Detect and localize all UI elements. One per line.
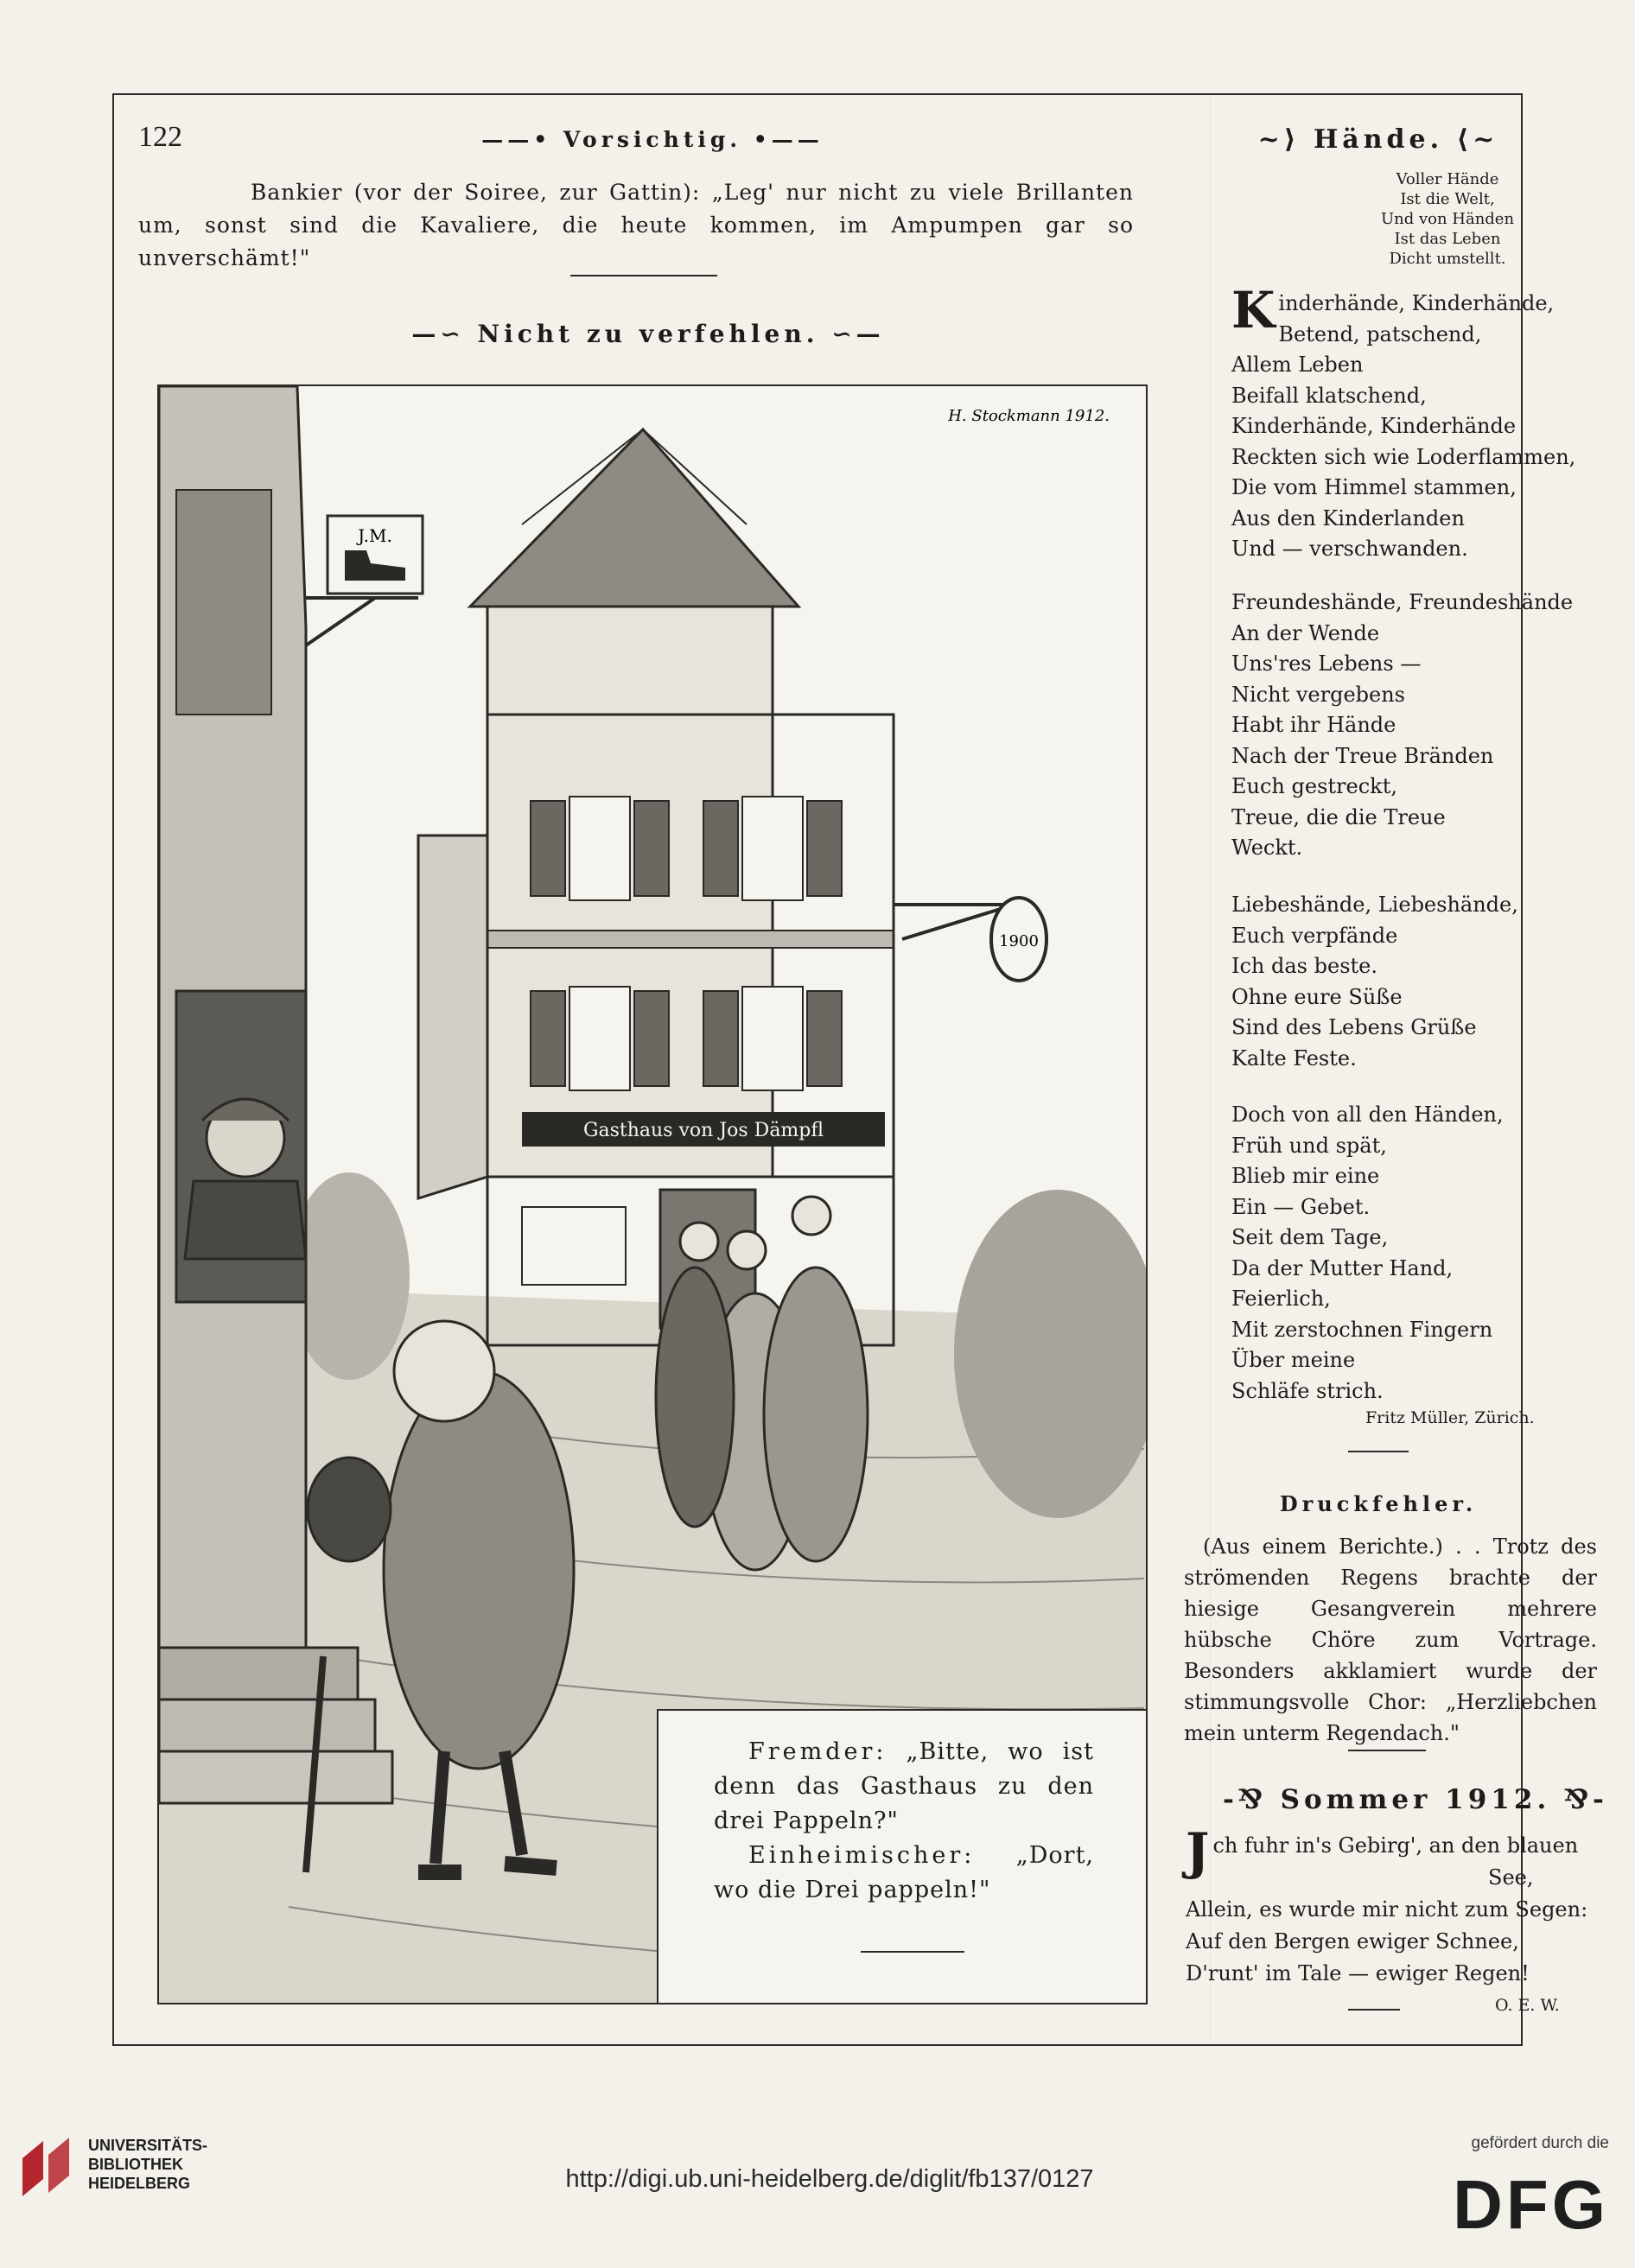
haende-author: Fritz Müller, Zürich. (1365, 1408, 1535, 1427)
poem-line: Kalte Feste. (1231, 1045, 1357, 1070)
poem-line: Treue, die die Treue (1231, 804, 1446, 829)
poem-line: Nicht vergebens (1231, 682, 1405, 707)
vorsichtig-rule (570, 275, 717, 276)
library-name-line: BIBLIOTHEK (88, 2156, 183, 2173)
poem-line: Euch gestreckt, (1231, 774, 1397, 798)
poem-line: Schläfe strich. (1231, 1378, 1384, 1403)
caption-speaker-1: Fremder: (748, 1738, 887, 1765)
poem-line: Mit zerstochnen Fingern (1231, 1317, 1493, 1342)
haende-stanza-2 (1231, 588, 1573, 864)
haende-motto (1374, 169, 1521, 269)
poem-line: Betend, patschend, (1278, 321, 1482, 346)
page-number: 122 (138, 121, 182, 153)
poem-line: Seit dem Tage, (1231, 1225, 1389, 1249)
poem-line: Ein — Gebet. (1231, 1194, 1371, 1219)
caption-dialogue-2 (714, 1839, 1094, 1908)
poem-line: Nach der Treue Bränden (1231, 743, 1494, 768)
poem-line: Habt ihr Hände (1231, 713, 1396, 737)
poem-line: Allein, es wurde mir nicht zum Segen: (1186, 1897, 1588, 1922)
inn-sign-text: Gasthaus von Jos Dämpfl (582, 1120, 824, 1141)
poem-line: Früh und spät, (1231, 1133, 1387, 1158)
caption-dialogue-1 (714, 1735, 1094, 1839)
column-divider (1210, 97, 1211, 2044)
poem-line: Allem Leben (1231, 353, 1364, 377)
dfg-logo[interactable]: DFG (1453, 2166, 1609, 2243)
poem-line: Aus den Kinderlanden (1231, 505, 1465, 530)
motto-line: Ist das Leben (1394, 230, 1501, 248)
poem-line: Die vom Himmel stammen, (1231, 475, 1517, 499)
ub-logo-icon (17, 2132, 80, 2205)
poem-line: Feierlich, (1231, 1286, 1331, 1311)
footer-bar (0, 2115, 1635, 2268)
poem-line: Blieb mir eine (1231, 1164, 1380, 1188)
haende-dropcap: K (1231, 281, 1276, 340)
caption-line-1: „Bitte, wo ist denn das Gasthaus zu den drei Pappeln?" (714, 1738, 1094, 1834)
druckfehler-text: (Aus einem Berichte.) . . Trotz des strömenden Regens brachte der hiesige Gesangverein mehrere hübsche Chöre zum Vortrage. Besonders akklamiert wurde der stimmungsvolle Chor: „Herzliebchen mein unterm Regendach." (1184, 1534, 1597, 1745)
caption-speaker-2: Einheimischer: (748, 1842, 976, 1869)
druckfehler-title: Druckfehler. (1279, 1491, 1478, 1516)
sommer-title: -⅋ Sommer 1912. ⅋- (1223, 1784, 1608, 1815)
library-name-line: HEIDELBERG (88, 2175, 191, 2192)
poem-line: Ich das beste. (1231, 954, 1377, 978)
motto-line: Ist die Welt, (1400, 190, 1495, 208)
poem-line: Kinderhände, Kinderhände (1231, 414, 1517, 438)
poem-line: Euch verpfände (1231, 923, 1398, 948)
sommer-rule (1348, 2009, 1400, 2011)
source-url-link[interactable]: http://digi.ub.uni-heidelberg.de/diglit/fb137/0127 (565, 2165, 1094, 2193)
caption-rule (861, 1951, 964, 1953)
nicht-zu-verfehlen-title: —∽ Nicht zu verfehlen. ∽— (411, 320, 885, 348)
hanging-sign-text: 1900 (999, 932, 1039, 950)
poem-line: Und — verschwanden. (1231, 537, 1468, 561)
poem-line: Auf den Bergen ewiger Schnee, (1186, 1929, 1519, 1954)
inn-street-illustration (157, 384, 1148, 2004)
poem-line: inderhände, Kinderhände, (1278, 291, 1555, 315)
sommer-poem (1186, 1822, 1588, 1990)
poem-line: Beifall klatschend, (1231, 383, 1427, 408)
library-name[interactable] (88, 2136, 207, 2193)
poem-line: Ohne eure Süße (1231, 984, 1403, 1009)
artist-signature: H. Stockmann 1912. (948, 407, 1110, 425)
caption-box (657, 1709, 1148, 2004)
poem-line: An der Wende (1231, 620, 1380, 645)
haende-stanza-1 (1231, 281, 1576, 565)
caption-line-2: „Dort, wo die Drei pappeln!" (714, 1842, 1094, 1903)
poem-line: ch fuhr in's Gebirg', an den blauen (1212, 1833, 1579, 1858)
haende-stanza-3 (1231, 890, 1518, 1074)
sommer-dropcap: J (1186, 1822, 1210, 1881)
poem-line: Uns'res Lebens — (1231, 651, 1422, 676)
poem-line: Da der Mutter Hand, (1231, 1255, 1454, 1280)
library-name-line: UNIVERSITÄTS- (88, 2137, 208, 2154)
poem-line: Doch von all den Händen, (1231, 1102, 1504, 1127)
haende-title: ~⟩ Hände. ⟨~ (1257, 124, 1499, 155)
funded-by-label: gefördert durch die (1471, 2134, 1609, 2152)
druckfehler-rule (1348, 1750, 1426, 1751)
haende-rule (1348, 1451, 1409, 1452)
poem-line: Über meine (1231, 1348, 1356, 1372)
poem-line: Reckten sich wie Loderflammen, (1231, 444, 1576, 469)
haende-stanza-4 (1231, 1100, 1504, 1407)
vorsichtig-text: Bankier (vor der Soiree, zur Gattin): „Leg' nur nicht zu viele Brillanten um, sonst sind die Kavaliere, die heute kommen, im Ampumpen gar so unverschämt!" (138, 180, 1134, 270)
sommer-author: O. E. W. (1495, 1996, 1560, 2015)
motto-line: Und von Händen (1380, 210, 1515, 228)
poem-line: Sind des Lebens Grüße (1231, 1015, 1477, 1039)
shoe-sign-text: J.M. (358, 525, 392, 546)
motto-line: Dicht umstellt. (1389, 250, 1506, 268)
poem-line: Weckt. (1231, 835, 1303, 860)
poem-line: D'runt' im Tale — ewiger Regen! (1186, 1961, 1530, 1985)
poem-line: Liebeshände, Liebeshände, (1231, 893, 1518, 917)
vorsichtig-title: ——• Vorsichtig. •—— (481, 127, 824, 152)
poem-line: Freundeshände, Freundeshände (1231, 590, 1574, 614)
motto-line: Voller Hände (1396, 170, 1499, 188)
poem-line: See, (1488, 1865, 1534, 1890)
